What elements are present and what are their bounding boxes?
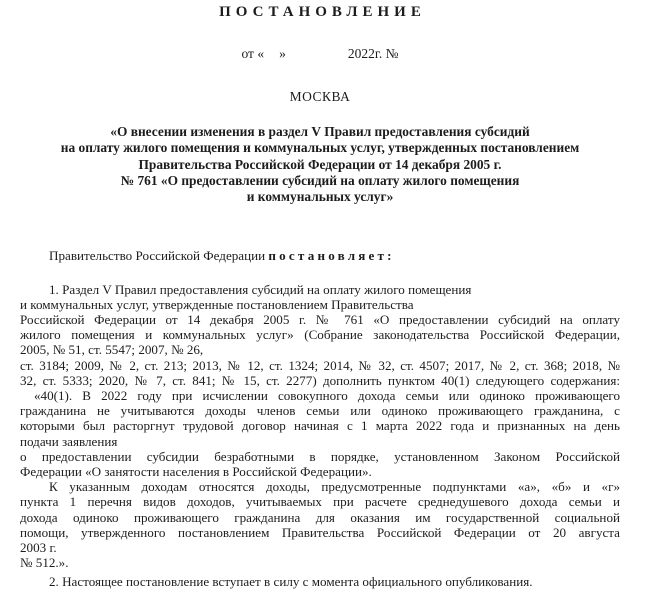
body-text-line: «40(1). В 2022 году при исчислении совокупного дохода семьи или одиноко проживающего xyxy=(34,388,620,403)
doc-title xyxy=(20,124,620,205)
body-text-line: № 512.». xyxy=(20,555,69,571)
body-text-line: 2. Настоящее постановление вступает в силу с момента официального опубликования. xyxy=(49,574,533,590)
body-text-line: Федерации «О занятости населения в Российской Федерации». xyxy=(20,463,372,479)
doc-title-line: Правительства Российской Федерации от 14 декабря 2005 г. xyxy=(138,156,502,172)
intro-lead: Правительство Российской Федерации xyxy=(49,248,269,264)
body-text-line: помощи, утвержденного постановлением Правительства Российской Федерации от 20 августа xyxy=(20,524,620,540)
body-text-line: ст. 3184; 2009, № 2, ст. 213; 2013, № 12, ст. 1324; 2014, № 32, ст. 4507; 2017, № 2, ст. 368; 2018, № xyxy=(20,357,620,373)
body-text-line: которыми был расторгнут трудовой договор начиная с 1 марта 2022 года и признанных на день xyxy=(20,418,620,434)
body-text xyxy=(20,282,620,590)
doc-title-line: «О внесении изменения в раздел V Правил предоставления субсидий xyxy=(110,124,530,139)
doc-title-line: на оплату жилого помещения и коммунальных услуг, утвержденных постановлением xyxy=(60,140,580,156)
body-text-line: подачи заявления xyxy=(20,433,118,449)
doc-title-line: № 761 «О предоставлении субсидий на оплату жилого помещения xyxy=(120,172,520,188)
body-text-line: 2005, № 51, ст. 5547; 2007, № 26, xyxy=(20,342,204,358)
body-text-line: гражданина не учитываются доходы членов семьи или одиноко проживающего гражданина, с xyxy=(20,403,620,419)
date-prefix: от « xyxy=(241,46,265,61)
body-text-line: К указанным доходам относятся доходы, предусмотренные подпунктами «а», «б» и «г» xyxy=(49,479,620,495)
body-text-line: 2003 г. xyxy=(20,539,57,555)
body-text-line: о предоставлении субсидии безработными в порядке, установленном Законом Российской xyxy=(20,448,620,464)
body-text-line: 1. Раздел V Правил предоставления субсидий на оплату жилого помещения xyxy=(49,281,472,297)
intro-line xyxy=(20,248,620,263)
doc-title-line: и коммунальных услуг» xyxy=(246,189,394,205)
date-close-quote: » xyxy=(279,46,286,61)
body-text-line: Российской Федерации от 14 декабря 2005 г. № 761 «О предоставлении субсидий на оплату xyxy=(20,312,620,328)
body-text-line: жилого помещения и коммунальных услуг» (Собрание законодательства Российской Федерации, xyxy=(20,327,620,343)
body-text-line: пункта 1 перечня видов доходов, учитываемых при расчете среднедушевого дохода семьи и xyxy=(20,494,620,510)
date-year-number: 2022г. № xyxy=(347,46,399,61)
date-line xyxy=(20,46,620,62)
doc-type-heading: ПОСТАНОВЛЕНИЕ xyxy=(219,4,426,20)
body-text-line: 32, ст. 5333; 2020, № 7, ст. 841; № 15, ст. 2277) дополнить пунктом 40(1) следующего содержания: xyxy=(20,372,620,388)
city-label: МОСКВА xyxy=(289,89,351,104)
body-text-line: и коммунальных услуг, утвержденные постановлением Правительства xyxy=(20,296,414,312)
body-text-line: дохода одиноко проживающего гражданина для оказания им государственной социальной xyxy=(20,509,620,525)
intro-verb: постановляет: xyxy=(268,248,395,264)
